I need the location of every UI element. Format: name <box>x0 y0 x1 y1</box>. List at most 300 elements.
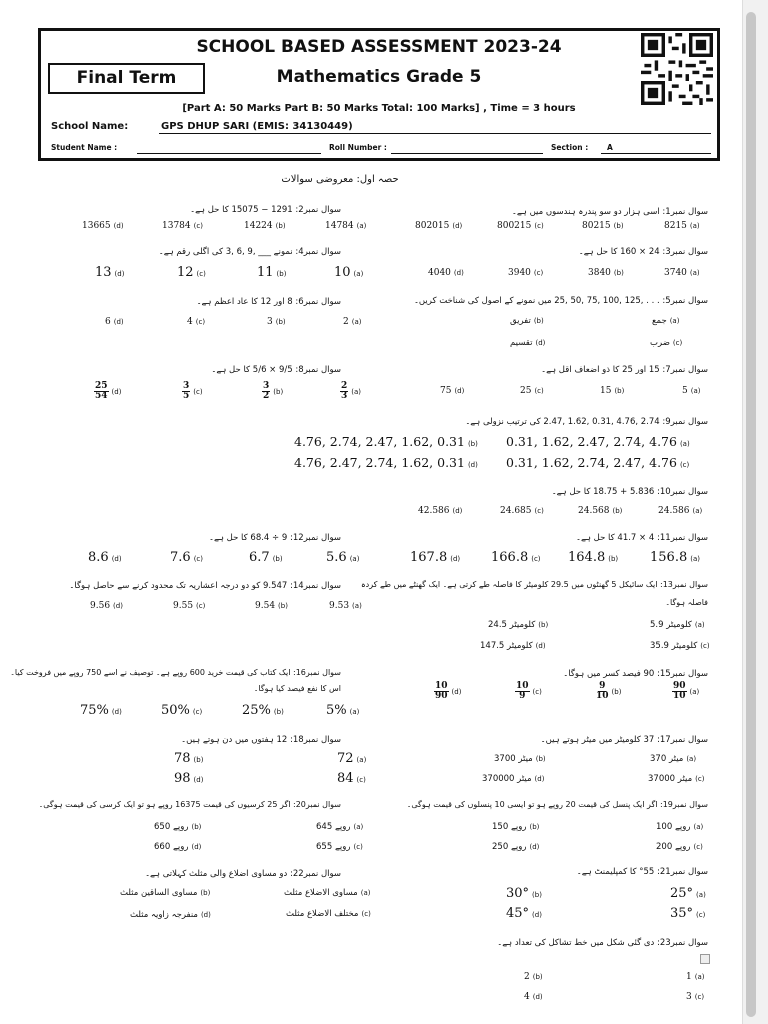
q18-option-a[interactable] <box>337 751 366 766</box>
q17-a-text: 370 میٹر <box>650 754 684 764</box>
option-tag: (c) <box>534 507 544 515</box>
option-tag: (d) <box>535 642 546 650</box>
school-name-value: GPS DHUP SARI (EMIS: 34130449) <box>161 121 353 132</box>
q23-d-text: 4 <box>524 992 530 1002</box>
broken-image-icon <box>700 954 710 964</box>
option-tag: (d) <box>111 555 122 563</box>
q6-option-a[interactable] <box>343 317 362 327</box>
q2-d-text: 13665 <box>82 221 111 231</box>
q5-option-c[interactable] <box>650 338 682 348</box>
option-tag: (a) <box>351 318 362 326</box>
q20-c-text: 655 روپے <box>316 842 351 852</box>
q23-c-text: 3 <box>686 992 692 1002</box>
q6-option-b[interactable] <box>267 317 286 327</box>
q3-option-c[interactable] <box>508 268 543 278</box>
q12-option-b[interactable] <box>249 550 283 565</box>
option-tag: (d) <box>452 222 463 230</box>
option-tag: (d) <box>193 776 204 784</box>
option-tag: (c) <box>534 387 544 395</box>
q21-option-b[interactable] <box>506 886 542 901</box>
q4-option-a[interactable] <box>334 265 363 280</box>
q17-option-d[interactable] <box>482 774 544 784</box>
question-1: سوال نمبر1: اسی ہزار دو سو پندرہ ہندسوں میں ہے۔ <box>511 207 708 217</box>
fraction: $\frac{10}{90}$ <box>435 681 448 701</box>
q13-option-a[interactable] <box>650 620 705 630</box>
q23-option-a[interactable] <box>686 972 705 982</box>
option-tag: (d) <box>450 555 461 563</box>
q12-option-c[interactable] <box>170 550 203 565</box>
q21-c-text: 35° <box>670 906 694 921</box>
q17-option-b[interactable] <box>494 754 546 764</box>
q13-option-d[interactable] <box>480 641 546 651</box>
q21-option-d[interactable] <box>506 906 542 921</box>
q18-option-b[interactable] <box>174 751 203 766</box>
option-tag: (c) <box>193 222 203 230</box>
final-term-box: Final Term <box>48 63 205 94</box>
option-tag: (b) <box>613 269 624 277</box>
option-tag: (b) <box>200 889 211 897</box>
option-tag: (b) <box>278 602 288 610</box>
q14-option-c[interactable] <box>173 601 205 611</box>
q5-a-text: جمع <box>652 316 667 326</box>
q21-option-a[interactable] <box>670 886 706 901</box>
question-11: سوال نمبر11: 4 × 41.7 کا حل ہے۔ <box>576 533 708 543</box>
q19-d-text: 250 روپے <box>492 842 527 852</box>
q7-option-d[interactable] <box>440 386 464 396</box>
q21-b-text: 30° <box>506 886 530 901</box>
q4-c-text: 12 <box>177 265 194 280</box>
q17-option-c[interactable] <box>648 774 704 784</box>
q21-option-c[interactable] <box>670 906 705 921</box>
school-name-line <box>159 133 711 134</box>
question-3: سوال نمبر3: 24 × 160 کا حل ہے۔ <box>578 247 708 257</box>
option-tag: (d) <box>529 843 540 851</box>
q20-b-text: 650 روپے <box>154 822 189 832</box>
q7-b-text: 15 <box>600 386 612 396</box>
q3-option-d[interactable] <box>428 268 464 278</box>
option-tag: (a) <box>360 889 371 897</box>
option-tag: (b) <box>276 270 287 278</box>
q5-option-d[interactable] <box>510 338 545 348</box>
q19-option-a[interactable] <box>656 821 703 832</box>
q1-option-b[interactable] <box>582 221 624 231</box>
option-tag: (a) <box>349 555 360 563</box>
q3-option-a[interactable] <box>664 268 700 278</box>
option-tag: (a) <box>690 387 701 395</box>
q4-a-text: 10 <box>334 265 351 280</box>
option-tag: (a) <box>696 891 706 899</box>
q2-option-d[interactable] <box>82 221 124 231</box>
q19-option-d[interactable] <box>492 841 539 852</box>
option-tag: (a) <box>686 755 697 763</box>
q4-option-b[interactable] <box>257 265 286 280</box>
q18-c-text: 84 <box>337 771 354 786</box>
q22-option-c[interactable] <box>286 909 371 919</box>
question-12: سوال نمبر12: 9 ÷ 68.4 کا حل ہے۔ <box>209 533 341 543</box>
option-tag: (d) <box>535 339 546 347</box>
student-name-label: Student Name : <box>51 143 118 152</box>
q2-c-text: 13784 <box>162 221 191 231</box>
student-name-field[interactable] <box>137 153 321 154</box>
question-2: سوال نمبر2: 1291 − 15075 کا حل ہے۔ <box>190 205 341 215</box>
page-title: SCHOOL BASED ASSESSMENT 2023-24 <box>196 37 562 57</box>
q18-b-text: 78 <box>174 751 191 766</box>
q15-option-c[interactable] <box>515 682 542 701</box>
q8-option-c[interactable] <box>182 382 203 401</box>
q21-a-text: 25° <box>670 886 694 901</box>
option-tag: (b) <box>467 440 478 448</box>
option-tag: (d) <box>534 775 545 783</box>
q10-option-c[interactable] <box>500 506 544 516</box>
q20-option-a[interactable] <box>316 821 363 832</box>
q1-c-text: 800215 <box>497 221 532 231</box>
q8-option-b[interactable] <box>262 382 283 401</box>
q7-option-a[interactable] <box>682 386 701 396</box>
option-tag: (d) <box>532 993 543 1001</box>
q7-option-c[interactable] <box>520 386 544 396</box>
q2-b-text: 14224 <box>244 221 273 231</box>
q16-c-text: 50% <box>161 703 190 718</box>
section-title: حصہ اول: معروضی سوالات <box>281 174 399 185</box>
section-label: Section : <box>551 143 589 152</box>
option-tag: (d) <box>111 708 122 716</box>
option-tag: (c) <box>534 222 544 230</box>
question-10: سوال نمبر10: 5.836 + 18.75 کا حل ہے۔ <box>551 487 708 497</box>
option-tag: (b) <box>193 756 204 764</box>
q8-option-d[interactable] <box>94 382 121 401</box>
option-tag: (b) <box>611 688 622 696</box>
option-tag: (c) <box>196 602 206 610</box>
option-tag: (a) <box>694 621 705 629</box>
q20-d-text: 660 روپے <box>154 842 189 852</box>
q6-option-c[interactable] <box>187 317 205 327</box>
q5-option-b[interactable] <box>510 316 544 326</box>
exam-header <box>38 28 720 161</box>
q18-option-c[interactable] <box>337 771 366 786</box>
option-tag: (c) <box>532 688 542 696</box>
option-tag: (b) <box>529 823 540 831</box>
q14-d-text: 9.56 <box>90 601 111 611</box>
question-16: سوال نمبر16: ایک کتاب کی قیمت خرید 600 روپے ہے۔ توصیف نے اسے 750 روپے میں فروخت کیا۔ <box>10 668 341 677</box>
q11-option-c[interactable] <box>491 550 541 565</box>
q1-d-text: 802015 <box>415 221 450 231</box>
option-tag: (c) <box>694 993 705 1001</box>
option-tag: (c) <box>193 388 203 396</box>
question-18: سوال نمبر18: 12 ہفتوں میں دن ہوتے ہیں۔ <box>181 735 341 745</box>
q17-d-text: 370000 میٹر <box>482 774 532 784</box>
q14-c-text: 9.55 <box>173 601 194 611</box>
fraction: $\frac{10}{9}$ <box>516 681 529 701</box>
q10-option-d[interactable] <box>418 506 462 516</box>
question-20: سوال نمبر20: اگر 25 کرسیوں کی قیمت 16375 روپے ہو تو ایک کرسی کی قیمت ہوگی۔ <box>38 800 341 809</box>
q11-a-text: 156.8 <box>650 550 688 565</box>
option-tag: (d) <box>454 387 465 395</box>
option-tag: (a) <box>352 602 362 610</box>
option-tag: (c) <box>679 461 690 469</box>
qr-code-icon <box>641 33 713 105</box>
roll-number-label: Roll Number : <box>329 143 387 152</box>
q3-a-text: 3740 <box>664 268 687 278</box>
option-tag: (d) <box>191 843 202 851</box>
q2-option-c[interactable] <box>162 221 203 231</box>
q19-option-c[interactable] <box>656 841 703 852</box>
question-21: سوال نمبر21: 55° کا کمپلیمنٹ ہے۔ <box>576 867 708 877</box>
option-tag: (c) <box>531 555 541 563</box>
q4-option-d[interactable] <box>95 265 124 280</box>
q2-option-b[interactable] <box>244 221 286 231</box>
q9-c-text: 0.31, 1.62, 2.74, 2.47, 4.76 <box>506 455 677 470</box>
q14-b-text: 9.54 <box>255 601 276 611</box>
option-tag: (a) <box>692 507 703 515</box>
q12-b-text: 6.7 <box>249 550 270 565</box>
question-17: سوال نمبر17: 37 کلومیٹر میں میٹر ہوتے ہیں۔ <box>540 735 708 745</box>
option-tag: (a) <box>689 269 700 277</box>
option-tag: (d) <box>532 911 542 919</box>
option-tag: (a) <box>689 688 700 696</box>
q15-option-b[interactable] <box>596 682 621 701</box>
q20-a-text: 645 روپے <box>316 822 351 832</box>
question-23: سوال نمبر23: دی گئی شکل میں خط تشاکل کی تعداد ہے۔ <box>497 938 708 948</box>
q20-option-b[interactable] <box>154 821 201 832</box>
q7-option-b[interactable] <box>600 386 624 396</box>
q23-option-b[interactable] <box>524 972 543 982</box>
option-tag: (d) <box>113 222 124 230</box>
q16-option-b[interactable] <box>242 703 284 718</box>
q1-option-c[interactable] <box>497 221 544 231</box>
q4-option-c[interactable] <box>177 265 206 280</box>
option-tag: (c) <box>361 910 371 918</box>
option-tag: (b) <box>275 318 286 326</box>
q10-option-a[interactable] <box>658 506 702 516</box>
q12-option-d[interactable] <box>88 550 122 565</box>
q10-d-text: 42.586 <box>418 506 450 516</box>
option-tag: (d) <box>200 911 211 919</box>
option-tag: (d) <box>453 269 464 277</box>
roll-number-field[interactable] <box>391 153 543 154</box>
q9-b-text: 4.76, 2.74, 2.47, 1.62, 0.31 <box>294 434 465 449</box>
q22-d-text: منفرجہ زاویہ مثلث <box>130 910 198 920</box>
q10-a-text: 24.586 <box>658 506 690 516</box>
question-16-line2: اس کا نفع فیصد کیا ہوگا۔ <box>253 684 341 693</box>
q4-d-text: 13 <box>95 265 112 280</box>
option-tag: (a) <box>356 756 367 764</box>
q3-b-text: 3840 <box>588 268 611 278</box>
option-tag: (b) <box>273 708 284 716</box>
option-tag: (d) <box>113 318 124 326</box>
question-9: سوال نمبر9: 2.74 ,4.76 ,0.31 ,1.62 ,2.47 کی ترتیب نزولی ہے۔ <box>465 417 708 427</box>
option-tag: (b) <box>272 555 283 563</box>
q16-a-text: 5% <box>326 703 347 718</box>
q10-b-text: 24.568 <box>578 506 610 516</box>
q13-b-text: 24.5 کلومیٹر <box>488 620 536 630</box>
option-tag: (d) <box>113 602 123 610</box>
q11-b-text: 164.8 <box>568 550 606 565</box>
q23-option-c[interactable] <box>686 992 704 1002</box>
q2-option-a[interactable] <box>325 221 366 231</box>
q11-option-d[interactable] <box>410 550 460 565</box>
q22-option-b[interactable] <box>120 888 210 898</box>
q19-b-text: 150 روپے <box>492 822 527 832</box>
q20-option-c[interactable] <box>316 841 363 852</box>
q13-option-b[interactable] <box>488 620 548 630</box>
option-tag: (c) <box>533 269 544 277</box>
q15-option-d[interactable] <box>434 682 461 701</box>
option-tag: (c) <box>696 911 706 919</box>
q11-option-a[interactable] <box>650 550 700 565</box>
option-tag: (b) <box>191 823 202 831</box>
question-19: سوال نمبر19: اگر ایک پنسل کی قیمت 20 روپے ہو تو ایسی 10 پنسلوں کی قیمت ہوگی۔ <box>406 800 708 809</box>
question-5: سوال نمبر5: . . . ,125 ,100 ,75 ,50 ,25 میں نمونے کے اصول کی شناخت کریں۔ <box>413 296 708 306</box>
q14-option-b[interactable] <box>255 601 288 611</box>
option-tag: (a) <box>689 222 700 230</box>
q12-c-text: 7.6 <box>170 550 191 565</box>
q15-option-a[interactable] <box>672 682 699 701</box>
q23-b-text: 2 <box>524 972 530 982</box>
q14-option-d[interactable] <box>90 601 123 611</box>
q14-a-text: 9.53 <box>329 601 350 611</box>
q6-c-text: 4 <box>187 317 193 327</box>
q1-b-text: 80215 <box>582 221 611 231</box>
q19-a-text: 100 روپے <box>656 822 691 832</box>
q10-option-b[interactable] <box>578 506 622 516</box>
option-tag: (c) <box>356 776 366 784</box>
q16-option-d[interactable] <box>80 703 122 718</box>
q11-option-b[interactable] <box>568 550 618 565</box>
q1-option-d[interactable] <box>415 221 462 231</box>
q19-option-b[interactable] <box>492 821 539 832</box>
q16-d-text: 75% <box>80 703 109 718</box>
option-tag: (b) <box>614 387 625 395</box>
q16-option-c[interactable] <box>161 703 202 718</box>
q3-option-b[interactable] <box>588 268 624 278</box>
q12-option-a[interactable] <box>326 550 359 565</box>
q13-d-text: 147.5 کلومیٹر <box>480 641 533 651</box>
option-tag: (c) <box>700 642 710 650</box>
q22-option-d[interactable] <box>130 909 211 920</box>
q11-c-text: 166.8 <box>491 550 529 565</box>
q3-c-text: 3940 <box>508 268 531 278</box>
q18-option-d[interactable] <box>174 771 203 786</box>
q22-option-a[interactable] <box>284 888 371 898</box>
option-tag: (b) <box>535 755 546 763</box>
q1-option-a[interactable] <box>664 221 700 231</box>
option-tag: (c) <box>195 318 206 326</box>
q1-a-text: 8215 <box>664 221 687 231</box>
marks-info: [Part A: 50 Marks Part B: 50 Marks Total: 100 Marks] , Time = 3 hours <box>182 103 576 114</box>
q5-d-text: تقسیم <box>510 338 533 348</box>
option-tag: (d) <box>451 688 462 696</box>
option-tag: (c) <box>693 843 703 851</box>
q9-option-c[interactable] <box>506 455 689 470</box>
subject-title: Mathematics Grade 5 <box>276 67 482 87</box>
q10-c-text: 24.685 <box>500 506 532 516</box>
q23-option-d[interactable] <box>524 992 543 1002</box>
q21-d-text: 45° <box>506 906 530 921</box>
section-field[interactable] <box>601 153 711 154</box>
q5-b-text: تفریق <box>510 316 531 326</box>
q5-option-a[interactable] <box>652 316 679 326</box>
q16-b-text: 25% <box>242 703 271 718</box>
option-tag: (c) <box>672 339 683 347</box>
option-tag: (b) <box>612 507 623 515</box>
option-tag: (d) <box>114 270 125 278</box>
question-22: سوال نمبر22: دو مساوی اضلاع والی مثلث کہلاتی ہے۔ <box>145 869 341 879</box>
q12-d-text: 8.6 <box>88 550 109 565</box>
q22-b-text: مساوی الساقین مثلث <box>120 888 198 898</box>
option-tag: (a) <box>349 708 360 716</box>
option-tag: (c) <box>196 270 206 278</box>
q12-a-text: 5.6 <box>326 550 347 565</box>
q6-b-text: 3 <box>267 317 273 327</box>
question-7: سوال نمبر7: 15 اور 25 کا ذو اضعاف اقل ہے۔ <box>541 365 708 375</box>
q17-option-a[interactable] <box>650 754 696 764</box>
section-value: A <box>607 143 613 152</box>
q4-b-text: 11 <box>257 265 274 280</box>
option-tag: (a) <box>356 222 367 230</box>
option-tag: (d) <box>111 388 122 396</box>
fraction: $\frac{9}{10}$ <box>596 681 609 701</box>
q7-a-text: 5 <box>682 386 688 396</box>
q3-d-text: 4040 <box>428 268 451 278</box>
q22-a-text: مساوی الاضلاع مثلث <box>284 888 358 898</box>
option-tag: (a) <box>351 388 362 396</box>
q9-option-b[interactable] <box>294 434 478 449</box>
q7-d-text: 75 <box>440 386 452 396</box>
option-tag: (c) <box>193 555 203 563</box>
option-tag: (b) <box>538 621 549 629</box>
question-13-line2: فاصلہ ہوگا۔ <box>665 598 708 607</box>
q7-c-text: 25 <box>520 386 532 396</box>
q6-d-text: 6 <box>105 317 111 327</box>
option-tag: (b) <box>613 222 624 230</box>
question-6: سوال نمبر6: 8 اور 12 کا عاد اعظم ہے۔ <box>196 297 341 307</box>
q6-option-d[interactable] <box>105 317 124 327</box>
q9-option-a[interactable] <box>506 434 690 449</box>
q9-a-text: 0.31, 1.62, 2.47, 2.74, 4.76 <box>506 434 677 449</box>
fraction: $\frac{25}{54}$ <box>95 381 108 401</box>
option-tag: (c) <box>695 775 705 783</box>
q13-c-text: 35.9 کلومیٹر <box>650 641 698 651</box>
q14-option-a[interactable] <box>329 601 362 611</box>
school-name-label: School Name: <box>51 121 129 132</box>
option-tag: (a) <box>690 555 700 563</box>
q9-option-d[interactable] <box>294 455 478 470</box>
option-tag: (c) <box>192 708 203 716</box>
option-tag: (b) <box>273 388 284 396</box>
q19-c-text: 200 روپے <box>656 842 691 852</box>
q22-c-text: مختلف الاضلاع مثلث <box>286 909 359 919</box>
option-tag: (c) <box>353 843 363 851</box>
option-tag: (a) <box>353 270 364 278</box>
option-tag: (d) <box>452 507 463 515</box>
question-4: سوال نمبر4: نمونے ___ ,9 ,6 ,3 کی اگلی رقم ہے۔ <box>158 247 341 257</box>
q18-a-text: 72 <box>337 751 354 766</box>
q13-option-c[interactable] <box>650 641 710 651</box>
q8-option-a[interactable] <box>340 382 361 401</box>
q17-c-text: 37000 میٹر <box>648 774 693 784</box>
q20-option-d[interactable] <box>154 841 201 852</box>
q16-option-a[interactable] <box>326 703 359 718</box>
fraction: $\frac{3}{5}$ <box>183 381 190 401</box>
q18-d-text: 98 <box>174 771 191 786</box>
q5-c-text: ضرب <box>650 338 670 348</box>
question-14: سوال نمبر14: 9.547 کو دو درجہ اعشاریہ تک محدود کرنے سے حاصل ہوگا۔ <box>69 581 341 591</box>
q17-b-text: 3700 میٹر <box>494 754 533 764</box>
option-tag: (b) <box>608 555 619 563</box>
scrollbar-thumb[interactable] <box>746 12 756 1017</box>
q23-a-text: 1 <box>686 972 692 982</box>
q11-d-text: 167.8 <box>410 550 448 565</box>
